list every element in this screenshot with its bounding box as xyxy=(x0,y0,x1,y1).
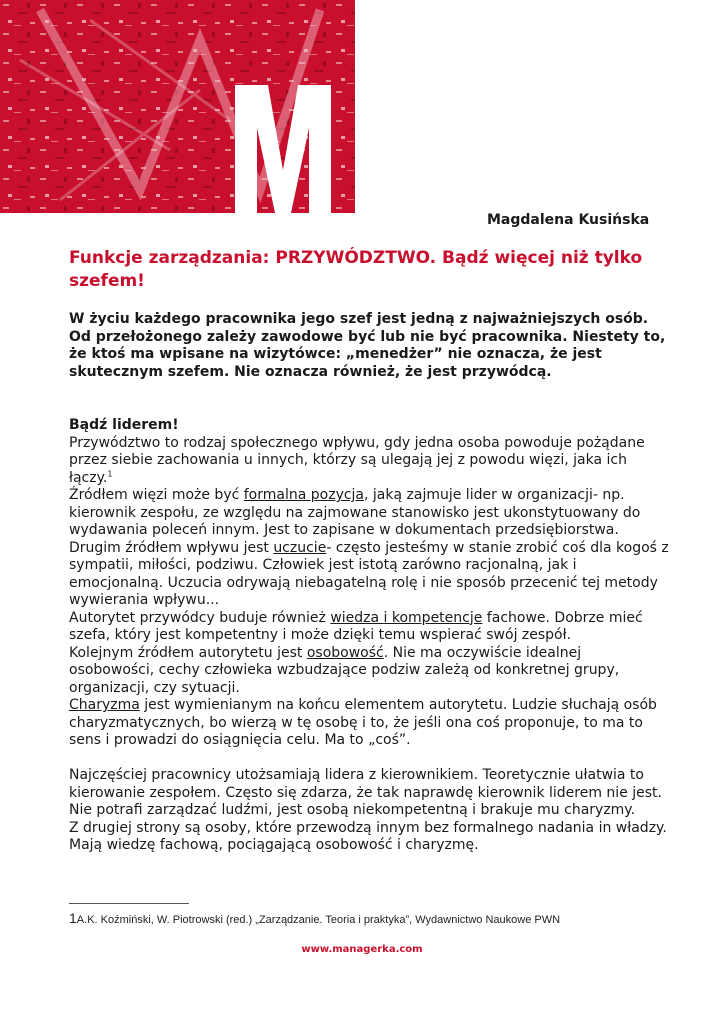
footnote-divider xyxy=(69,903,189,904)
paragraph-text: . Nie ma oczywiście idealnej osobowości, cechy człowieka wzbudzające podziw zależą od konkretnej grupy, organizacji, czy sytuacji. xyxy=(69,644,620,696)
footnote xyxy=(69,910,689,926)
paragraph: Z drugiej strony są osoby, które przewodzą innym bez formalnego nadania in władzy. Mają wiedzę fachową, pociągającą osobowość i charyzmę. xyxy=(69,819,667,853)
m-logo-icon xyxy=(0,0,355,213)
paragraph-text: fachowe. Dobrze mieć szefa, który jest kompetentny i może dzięki temu wspierać swój zespół. xyxy=(69,609,643,643)
paragraph xyxy=(69,697,669,750)
term-underlined: osobowość xyxy=(306,644,384,661)
term-underlined: Charyzma xyxy=(69,697,140,713)
managerka-m-logo xyxy=(0,0,355,213)
footnote-text: A.K. Koźmiński, W. Piotrowski (red.) „Zarządzanie. Teoria i praktyka”, Wydawnictwo Naukowe PWN xyxy=(76,914,561,926)
paragraph-text: - często jesteśmy w stanie zrobić coś dla kogoś z sympatii, miłości, podziwu. Człowiek jest istotą zarówno racjonalną, jak i emocjonalną. Uczucia odrywają niebagatelną rolę i nie sposób przecenić tej metody wywierania wpływu... xyxy=(69,539,669,608)
paragraph xyxy=(69,645,669,698)
paragraph xyxy=(69,487,669,540)
term-underlined: uczucie xyxy=(273,539,327,556)
paragraph: Najczęściej pracownicy utożsamiają lidera z kierownikiem. Teoretycznie ułatwia to kierowanie zespołem. Często się zdarza, że tak naprawdę kierownik liderem nie jest. Nie potrafi zarządzać ludźmi, jest osobą niekompetentną i brakuje mu charyzmy. xyxy=(69,767,662,818)
paragraph-text: Kolejnym źródłem autorytetu jest xyxy=(69,644,307,661)
paragraph-text: Drugim źródłem wpływu jest xyxy=(69,539,274,556)
paragraph-text: jest wymienianym na końcu elementem autorytetu. Ludzie słuchają osób charyzmatycznych, bo wierzą w tę osobę i to, że jeśli ona coś proponuje, to ma to sens i prowadzi do osiągnięcia celu. Ma to „coś”. xyxy=(69,697,657,748)
paragraph xyxy=(69,540,669,610)
paragraph-text: Przywództwo to rodzaj społecznego wpływu, gdy jedna osoba powoduje pożądane przez siebie zachowania u innych, którzy są ulegają jej z powodu więzi, jaka ich łączy. xyxy=(69,434,645,486)
article-title: Funkcje zarządzania: PRZYWÓDZTWO. Bądź więcej niż tylko szefem! xyxy=(69,248,643,291)
footnote-ref: 1 xyxy=(107,468,113,478)
article-lead: W życiu każdego pracownika jego szef jest jedną z najważniejszych osób. Od przełożonego zależy zawodowe być lub nie być pracownika. Niestety to, że ktoś ma wpisane na wizytówce: „menedżer” nie oznacza, że jest skutecznym szefem. Nie oznacza również, że jest przywódcą. xyxy=(69,311,666,380)
paragraph-text: , jaką zajmuje lider w organizacji- np. kierownik zespołu, ze względu na zajmowane stanowisko jest ukonstytuowany do wydawania poleceń innym. Jest to zapisane w dokumentach przedsiębiorstwa. xyxy=(69,487,641,538)
term-underlined: wiedza i kompetencje xyxy=(330,609,483,626)
paragraph-text: Autorytet przywódcy buduje również xyxy=(69,609,331,626)
paragraph-text: Źródłem więzi może być xyxy=(69,487,244,503)
website-link[interactable]: www.managerka.com xyxy=(301,944,423,955)
paragraph-gap xyxy=(69,750,669,768)
author-name: Magdalena Kusińska xyxy=(487,212,650,228)
article-body xyxy=(69,417,669,855)
term-underlined: formalna pozycja xyxy=(243,487,365,503)
footnote-number: 1 xyxy=(69,910,77,926)
paragraph xyxy=(69,435,669,488)
section-heading: Bądź liderem! xyxy=(69,417,179,433)
paragraph xyxy=(69,610,669,645)
